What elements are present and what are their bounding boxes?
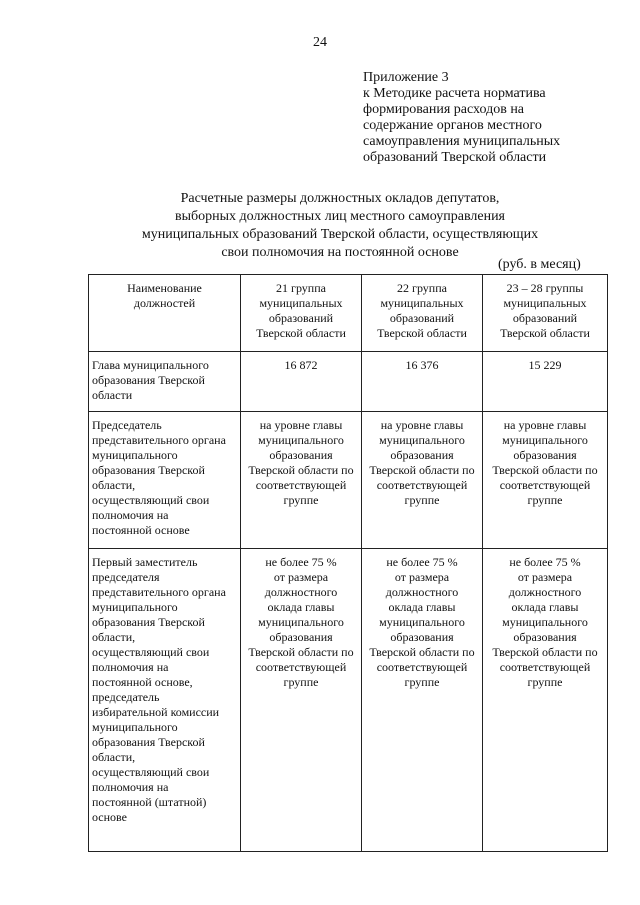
- title-line: Расчетные размеры должностных окладов депутатов,: [180, 191, 500, 206]
- cell-line: муниципального: [258, 433, 344, 447]
- appendix-line: самоуправления муниципальных: [363, 134, 561, 149]
- cell-line: должностного: [385, 585, 459, 599]
- cell-line: образования Тверской: [92, 373, 205, 387]
- cell-line: Тверской области по: [369, 645, 475, 659]
- cell-line: образования: [513, 630, 577, 644]
- cell-line: Тверской области по: [369, 463, 475, 477]
- value-group-23-28: [483, 412, 608, 549]
- cell-line: Тверской области по: [492, 463, 598, 477]
- appendix-line: образований Тверской области: [363, 150, 547, 165]
- cell-line: соответствующей: [255, 478, 347, 492]
- cell-line: на уровне главы: [503, 418, 587, 432]
- table-row: [89, 549, 608, 852]
- cell-line: должностного: [264, 585, 338, 599]
- cell-line: группе: [404, 493, 440, 507]
- salary-table: [88, 274, 608, 852]
- cell-line: области,: [92, 478, 136, 492]
- cell-line: муниципальных: [259, 296, 343, 310]
- cell-line: полномочия на: [92, 508, 169, 522]
- cell-line: не более 75 %: [265, 555, 337, 569]
- cell-line: муниципальных: [503, 296, 587, 310]
- cell-line: 23 – 28 группы: [506, 281, 584, 295]
- cell-line: образования Тверской: [92, 615, 205, 629]
- cell-line: Глава муниципального: [92, 358, 209, 372]
- table-header-row: [89, 275, 608, 352]
- cell-line: образования: [269, 630, 333, 644]
- title-line: муниципальных образований Тверской области, осуществляющих: [141, 227, 539, 242]
- table-row: [89, 352, 608, 412]
- title-line: выборных должностных лиц местного самоуправления: [175, 209, 505, 224]
- cell-line: представительного органа: [92, 585, 226, 599]
- cell-line: избирательной комиссии: [92, 705, 220, 719]
- cell-line: соответствующей: [499, 660, 591, 674]
- appendix-line: Приложение 3: [363, 70, 449, 85]
- cell-line: от размера: [394, 570, 450, 584]
- cell-line: Тверской области: [377, 326, 467, 340]
- cell-line: группе: [404, 675, 440, 689]
- header-positions: [89, 275, 241, 352]
- value-group-21: [241, 549, 362, 852]
- cell-line: соответствующей: [376, 660, 468, 674]
- title-line: свои полномочия на постоянной основе: [221, 245, 459, 260]
- position-name: [89, 352, 241, 412]
- cell-line: 15 229: [528, 358, 562, 372]
- cell-line: от размера: [517, 570, 573, 584]
- appendix-line: к Методике расчета норматива: [363, 86, 546, 101]
- position-name: [89, 549, 241, 852]
- cell-line: Тверской области: [256, 326, 346, 340]
- cell-line: должностей: [133, 296, 196, 310]
- document-title: [60, 190, 620, 262]
- cell-line: оклада главы: [267, 600, 335, 614]
- cell-line: муниципального: [92, 448, 178, 462]
- cell-line: образования: [269, 448, 333, 462]
- cell-line: области,: [92, 630, 136, 644]
- cell-line: области: [92, 388, 133, 402]
- cell-line: осуществляющий свои: [92, 765, 210, 779]
- cell-line: образования: [390, 448, 454, 462]
- cell-line: Наименование: [127, 281, 202, 295]
- cell-line: основе: [92, 810, 127, 824]
- value-group-22: [362, 352, 483, 412]
- cell-line: 22 группа: [397, 281, 447, 295]
- cell-line: Тверской области по: [248, 645, 354, 659]
- cell-line: постоянной основе,: [92, 675, 193, 689]
- cell-line: от размера: [273, 570, 329, 584]
- cell-line: группе: [283, 675, 319, 689]
- value-group-22: [362, 412, 483, 549]
- cell-line: муниципального: [258, 615, 344, 629]
- header-group-21: [241, 275, 362, 352]
- cell-line: полномочия на: [92, 660, 169, 674]
- appendix-block: [363, 70, 623, 166]
- cell-line: соответствующей: [255, 660, 347, 674]
- currency-unit: (руб. в месяц): [498, 257, 581, 272]
- cell-line: группе: [527, 493, 563, 507]
- cell-line: соответствующей: [499, 478, 591, 492]
- cell-line: не более 75 %: [509, 555, 581, 569]
- cell-line: муниципального: [92, 600, 178, 614]
- cell-line: муниципального: [502, 615, 588, 629]
- cell-line: 16 376: [405, 358, 439, 372]
- cell-line: муниципального: [92, 720, 178, 734]
- cell-line: полномочия на: [92, 780, 169, 794]
- cell-line: Тверской области: [500, 326, 590, 340]
- cell-line: осуществляющий свои: [92, 493, 210, 507]
- cell-line: образований: [268, 311, 334, 325]
- cell-line: муниципального: [379, 615, 465, 629]
- cell-line: образований: [389, 311, 455, 325]
- value-group-22: [362, 549, 483, 852]
- cell-line: оклада главы: [511, 600, 579, 614]
- cell-line: не более 75 %: [386, 555, 458, 569]
- cell-line: осуществляющий свои: [92, 645, 210, 659]
- cell-line: постоянной основе: [92, 523, 190, 537]
- cell-line: группе: [527, 675, 563, 689]
- cell-line: Тверской области по: [248, 463, 354, 477]
- value-group-23-28: [483, 549, 608, 852]
- cell-line: Первый заместитель: [92, 555, 198, 569]
- cell-line: образования Тверской: [92, 463, 205, 477]
- cell-line: оклада главы: [388, 600, 456, 614]
- cell-line: председателя: [92, 570, 160, 584]
- cell-line: образования: [513, 448, 577, 462]
- page-number: 24: [313, 35, 327, 50]
- cell-line: области,: [92, 750, 136, 764]
- cell-line: образования: [390, 630, 454, 644]
- cell-line: представительного органа: [92, 433, 226, 447]
- cell-line: муниципального: [379, 433, 465, 447]
- position-name: [89, 412, 241, 549]
- value-group-23-28: [483, 352, 608, 412]
- header-group-23-28: [483, 275, 608, 352]
- value-group-21: [241, 352, 362, 412]
- appendix-line: формирования расходов на: [363, 102, 525, 117]
- value-group-21: [241, 412, 362, 549]
- cell-line: муниципальных: [380, 296, 464, 310]
- cell-line: муниципального: [502, 433, 588, 447]
- cell-line: группе: [283, 493, 319, 507]
- cell-line: соответствующей: [376, 478, 468, 492]
- cell-line: Тверской области по: [492, 645, 598, 659]
- cell-line: председатель: [92, 690, 160, 704]
- cell-line: Председатель: [92, 418, 162, 432]
- cell-line: 16 872: [284, 358, 318, 372]
- cell-line: постоянной (штатной): [92, 795, 207, 809]
- cell-line: 21 группа: [276, 281, 326, 295]
- table-row: [89, 412, 608, 549]
- cell-line: на уровне главы: [259, 418, 343, 432]
- cell-line: образования Тверской: [92, 735, 205, 749]
- cell-line: образований: [512, 311, 578, 325]
- cell-line: должностного: [508, 585, 582, 599]
- appendix-line: содержание органов местного: [363, 118, 542, 133]
- header-group-22: [362, 275, 483, 352]
- cell-line: на уровне главы: [380, 418, 464, 432]
